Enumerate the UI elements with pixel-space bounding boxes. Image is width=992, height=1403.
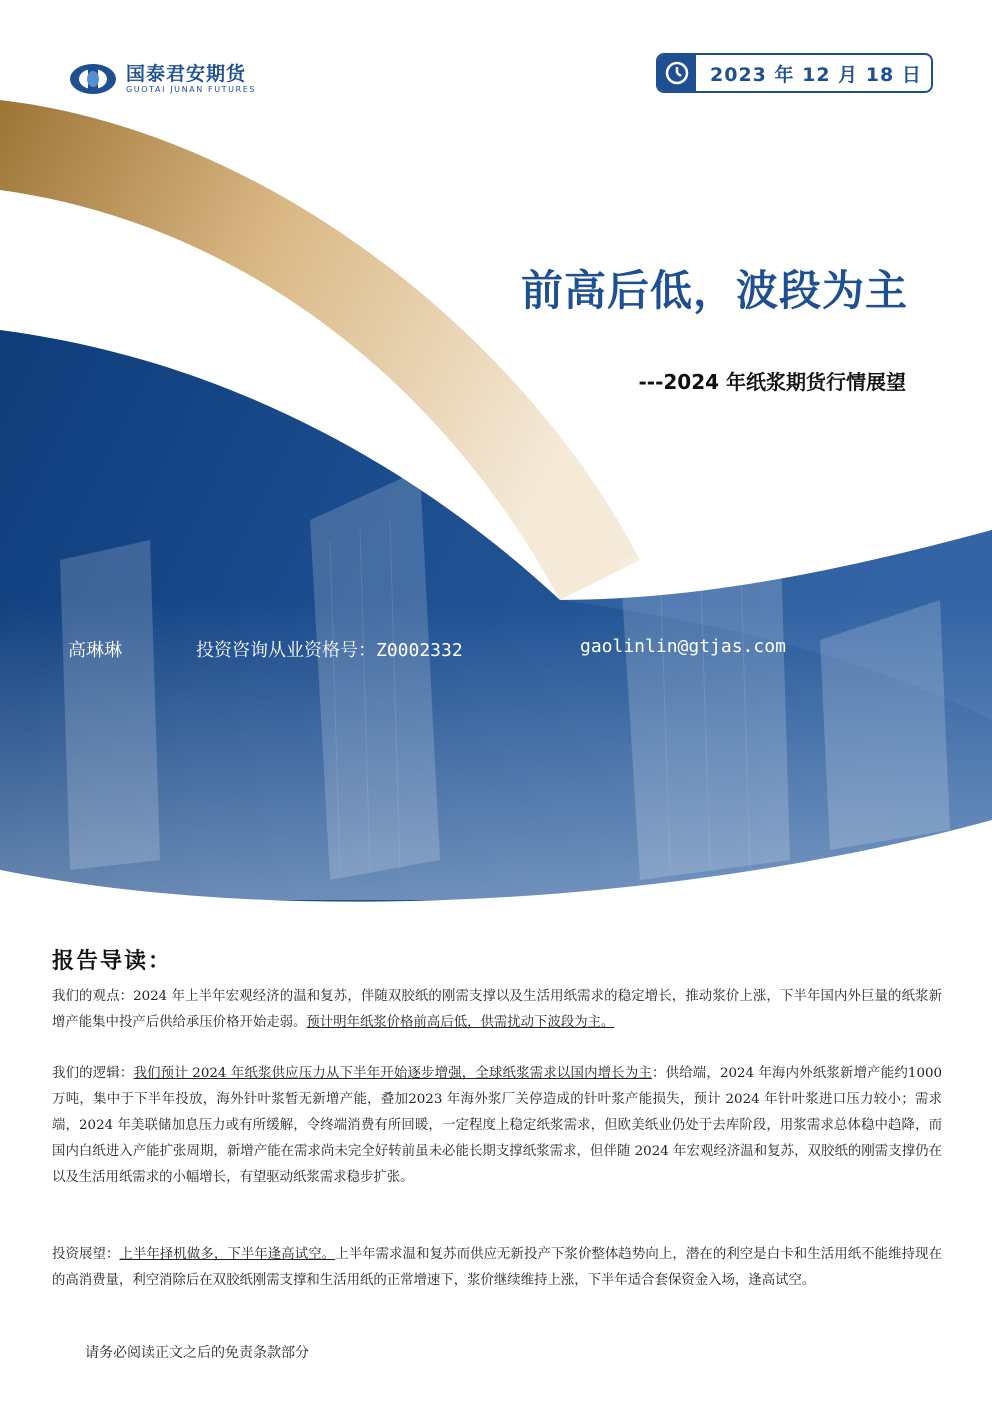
- view-conclusion: 预计明年纸浆价格前高后低，供需扰动下波段为主。: [306, 1015, 615, 1030]
- section-logic: [52, 1061, 942, 1191]
- company-name-cn: 国泰君安期货: [126, 63, 247, 85]
- date-badge: [656, 53, 933, 93]
- logic-key-point: 我们预计 2024 年纸浆供应压力从下半年开始逐步增强，全球纸浆需求以国内增长为主: [133, 1066, 653, 1081]
- intro-heading: 报告导读：: [52, 948, 173, 974]
- clock-icon: [658, 55, 696, 91]
- section-view: [52, 984, 942, 1036]
- author-email[interactable]: gaolinlin@gtjas.com: [580, 636, 786, 657]
- logo-mark-icon: [68, 62, 118, 96]
- logic-text: ：供给端，2024 年海内外纸浆新增产能约1000 万吨，集中于下半年投放，海外针叶浆暂无新增产能，叠加2023 年海外浆厂关停造成的针叶浆产能损失，预计 2024 年针叶浆进口压力较小；需求端，2024 年美联储加息压力或有所缓解，令终端消费有所回暖，一定程度上稳定纸浆需求，但欧美纸业仍处于去库阶段，用浆需求总体稳中趋降，而国内白纸进入产能扩张周期，新增产能在需求尚未完全好转前虽未必能长期支撑纸浆需求，但伴随 2024 年宏观经济温和复苏，双胶纸的刚需支撑仍在以及生活用纸需求的小幅增长，有望驱动纸浆需求稳步扩张。: [52, 1066, 942, 1185]
- report-title: 前高后低，波段为主: [520, 266, 908, 315]
- disclaimer-note: 请务必阅读正文之后的免责条款部分: [85, 1345, 309, 1361]
- logic-label: 我们的逻辑：: [52, 1066, 134, 1081]
- report-subtitle: ---2024 年纸浆期货行情展望: [638, 370, 906, 394]
- company-logo: [68, 62, 256, 96]
- section-outlook: [52, 1242, 942, 1294]
- outlook-label: 投资展望：: [52, 1247, 120, 1262]
- view-text: 2024 年上半年宏观经济的温和复苏，伴随双胶纸的刚需支撑以及生活用纸需求的稳定增长，推动浆价上涨，下半年国内外巨量的纸浆新增产能集中投产后供给承压价格开始走弱。: [52, 989, 943, 1030]
- view-label: 我们的观点：: [52, 989, 134, 1004]
- company-name-en: GUOTAI JUNAN FUTURES: [126, 85, 257, 94]
- report-date: 2023 年 12 月 18 日: [710, 63, 922, 86]
- author-name: 高琳琳: [68, 640, 122, 661]
- outlook-key-point: 上半年择机做多，下半年逢高试空。: [119, 1247, 336, 1262]
- outlook-text: 上半年需求温和复苏而供应无新投产下浆价整体趋势向上，潜在的利空是白卡和生活用纸不能维持现在的高消费量，利空消除后在双胶纸刚需支撑和生活用纸的正常增速下，浆价继续维持上涨，下半年适合套保资金入场，逢高试空。: [52, 1247, 943, 1288]
- author-certificate: 投资咨询从业资格号：Z0002332: [196, 640, 463, 661]
